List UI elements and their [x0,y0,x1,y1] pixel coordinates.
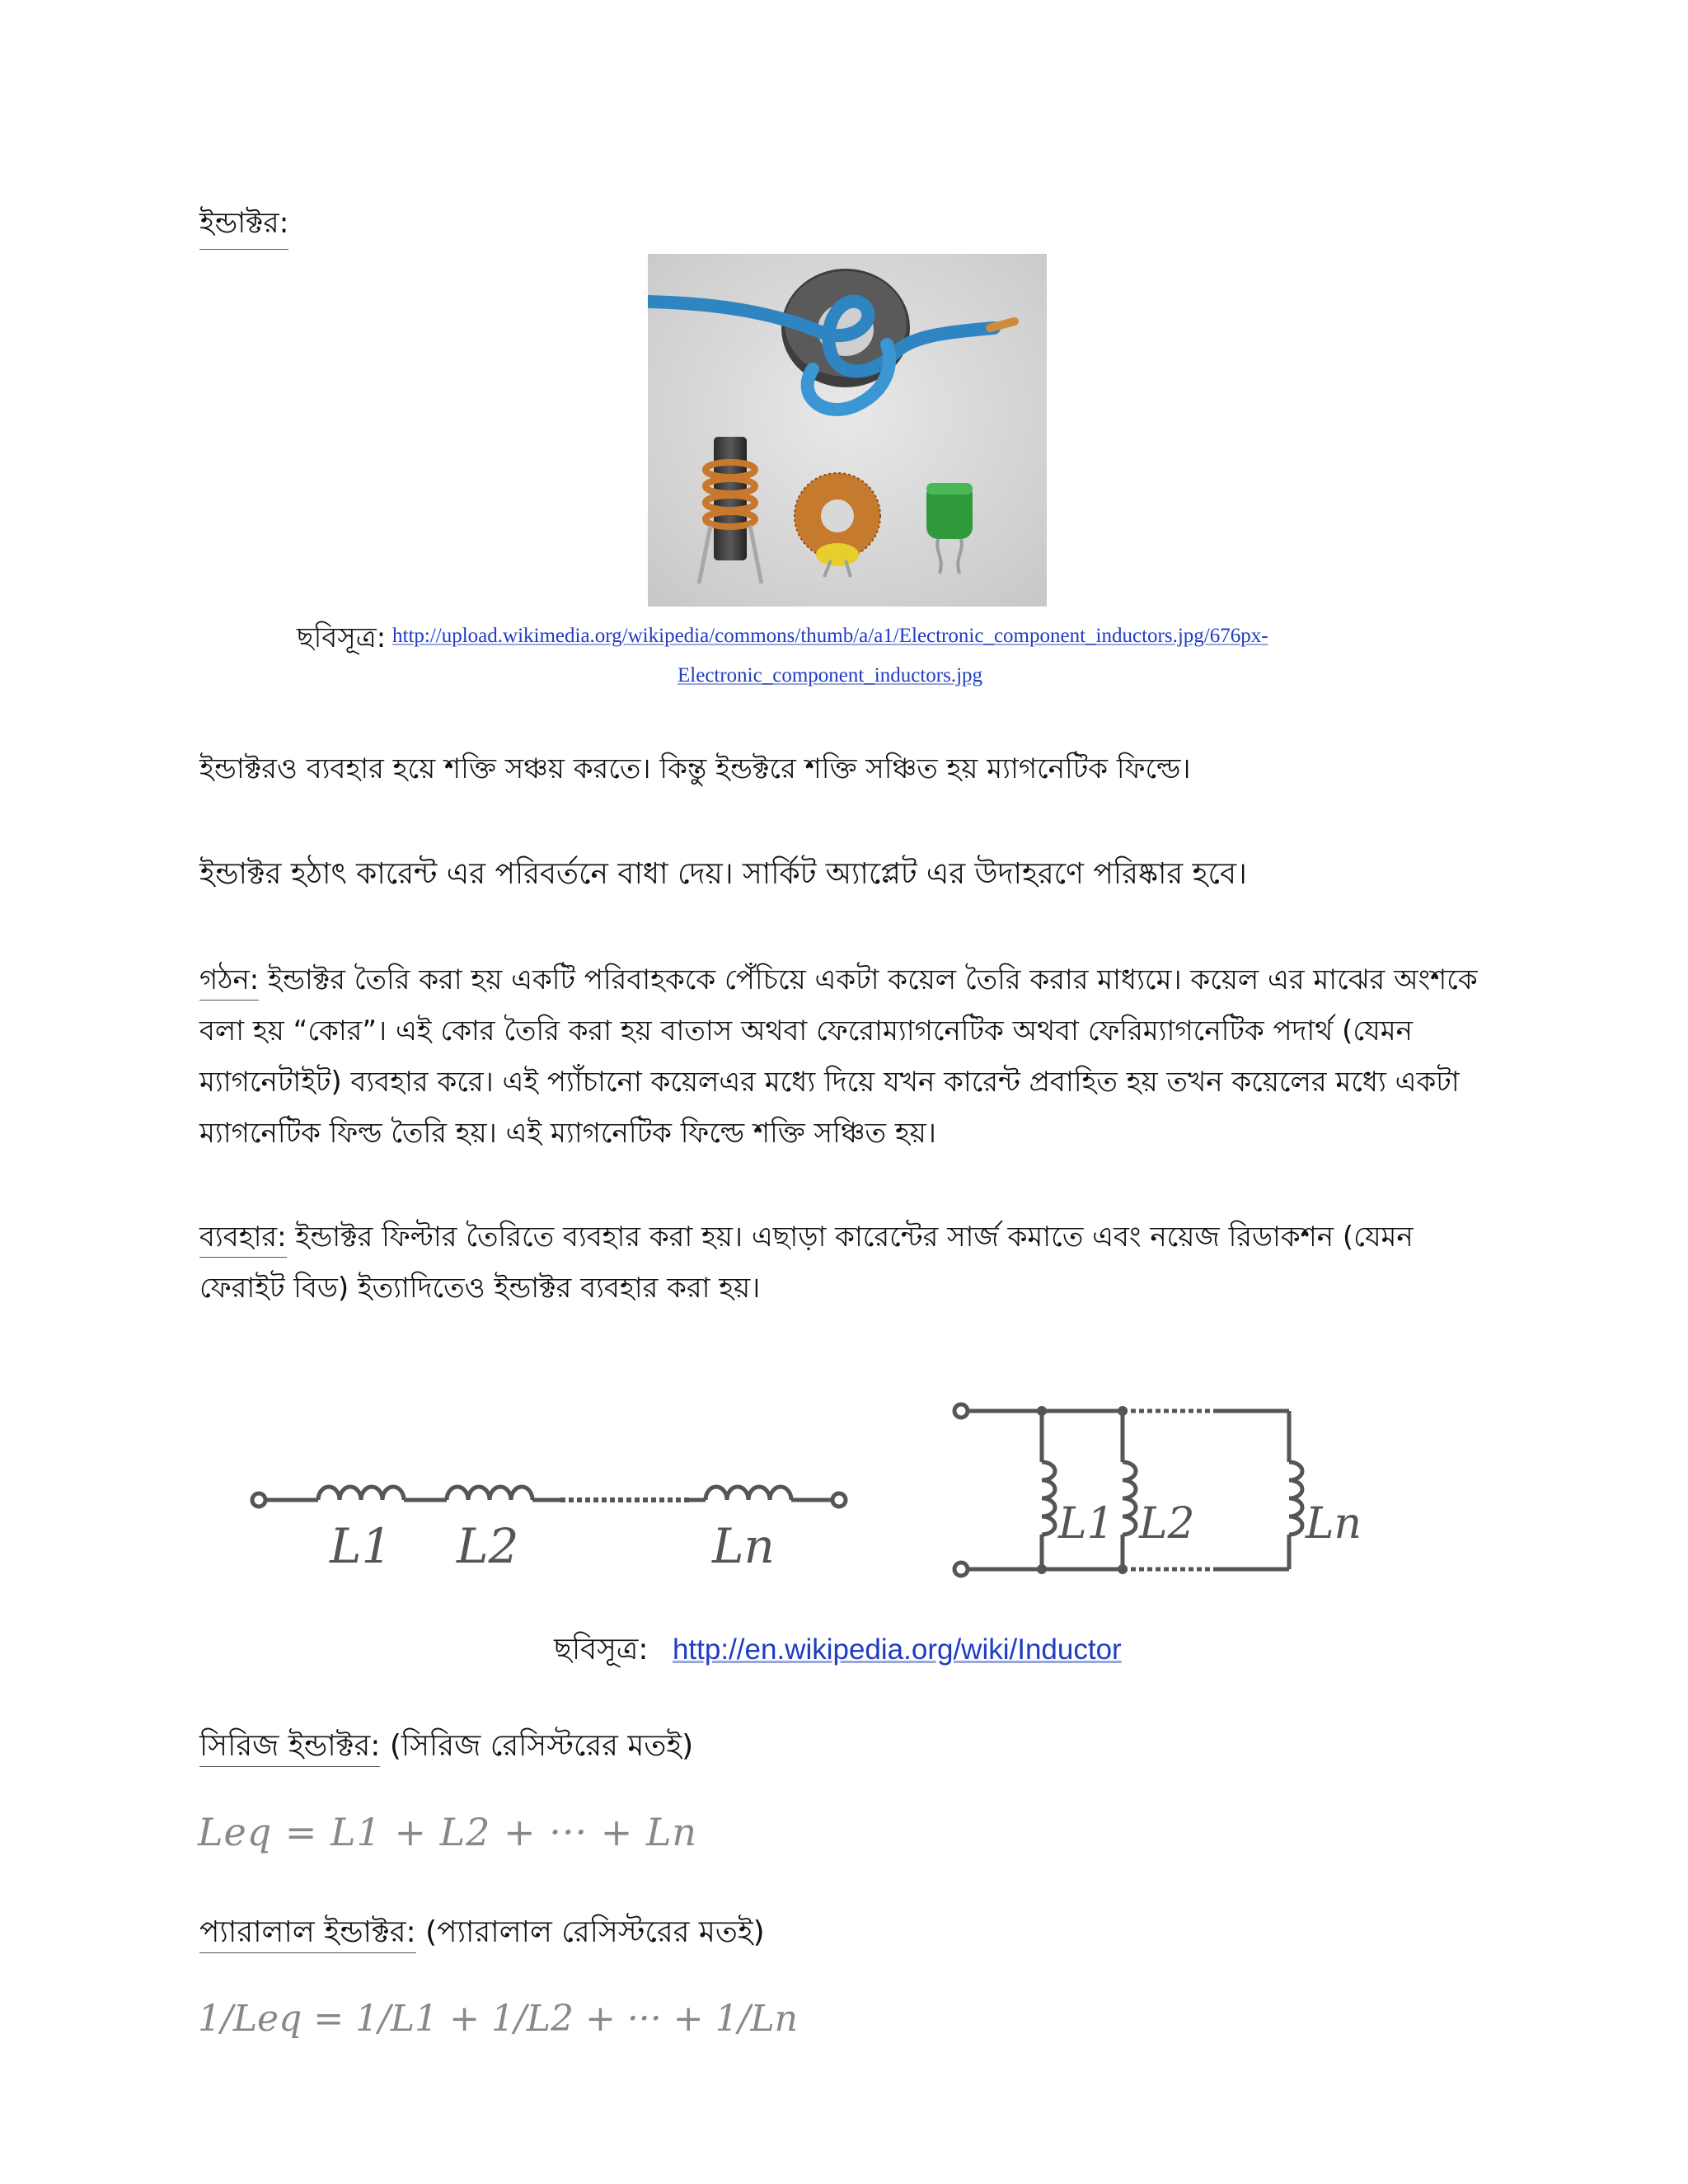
series-inductor-diagram [244,1460,862,1592]
construction-text: ম্যাগনেটিক ফিল্ড তৈরি হয়। এই ম্যাগনেটিক ফিল্ডে শক্তি সঞ্চিত হয়। [199,1117,936,1150]
parallel-heading [199,1912,765,1953]
construction-section [199,954,1535,1159]
series-note: (সিরিজ রেসিস্টরের মতই) [380,1729,694,1763]
parallel-inductor-diagram [948,1393,1376,1591]
photo-caption-label: ছবিসূত্র: [297,621,387,654]
construction-text: ইন্ডাক্টর তৈরি করা হয় একটি পরিবাহককে পেঁচিয়ে একটা কয়েল তৈরি করার মাধ্যমে। কয়েল এর মাঝের অংশকে [259,963,1478,996]
construction-text: ম্যাগনেটাইট) ব্যবহার করে। এই প্যাঁচানো কয়েলএর মধ্যে দিয়ে যখন কারেন্ট প্রবাহিত হয় তখন কয়েলের মধ্যে একটা [199,1066,1460,1099]
usage-text: ইন্ডাক্টর ফিল্টার তৈরিতে ব্যবহার করা হয়। এছাড়া কারেন্টের সার্জ কমাতে এবং নয়েজ রিডাকশন (যেমন [286,1221,1414,1254]
photo-source-link-line1[interactable]: http://upload.wikimedia.org/wikipedia/commons/thumb/a/a1/Electronic_component_inductors.jpg/676px- [392,625,1268,647]
intro-paragraph: ইন্ডাক্টরও ব্যবহার হয়ে শক্তি সঞ্চয় করতে। কিন্তু ইন্ডক্টরে শক্তি সঞ্চিত হয় ম্যাগনেটিক ফিল্ডে। [199,752,1191,785]
series-heading [199,1726,693,1767]
inductors-photo [648,254,1047,607]
parallel-label: প্যারালাল ইন্ডাক্টর: [199,1915,416,1953]
parallel-label-l2: L2 [1139,1499,1195,1549]
diagram-caption-label: ছবিসূত্র: [554,1633,649,1666]
series-label-l2: L2 [457,1518,519,1574]
parallel-note: (প্যারালাল রেসিস্টরের মতই) [415,1915,765,1949]
parallel-label-ln: Ln [1306,1499,1362,1549]
series-label-l1: L1 [330,1518,392,1574]
parallel-label-l1: L1 [1058,1499,1114,1549]
usage-section [199,1212,1535,1314]
page-title: ইন্ডাক্টর: [199,203,288,250]
diagram-source-link[interactable]: http://en.wikipedia.org/wiki/Inductor [672,1633,1122,1666]
usage-text: ফেরাইট বিড) ইত্যাদিতেও ইন্ডাক্টর ব্যবহার করা হয়। [199,1272,761,1305]
construction-text: বলা হয় “কোর”। এই কোর তৈরি করা হয় বাতাস অথবা ফেরোম্যাগনেটিক অথবা ফেরিম্যাগনেটিক পদার্থ (যেমন [199,1015,1413,1047]
parallel-formula: 1/Leq = 1/L1 + 1/L2 + ··· + 1/Ln [198,1998,798,2040]
usage-label: ব্যবহার: [199,1221,287,1258]
series-label: সিরিজ ইন্ডাক্টর: [199,1729,380,1767]
construction-label: গঠন: [199,963,259,1001]
behavior-paragraph: ইন্ডাক্টর হঠাৎ কারেন্ট এর পরিবর্তনে বাধা দেয়। সার্কিট অ্যাপ্লেট এর উদাহরণে পরিষ্কার হবে। [199,857,1247,891]
series-label-ln: Ln [712,1518,775,1574]
series-formula: Leq = L1 + L2 + ··· + Ln [198,1810,698,1854]
photo-source-link-line2[interactable]: Electronic_component_inductors.jpg [678,664,983,687]
